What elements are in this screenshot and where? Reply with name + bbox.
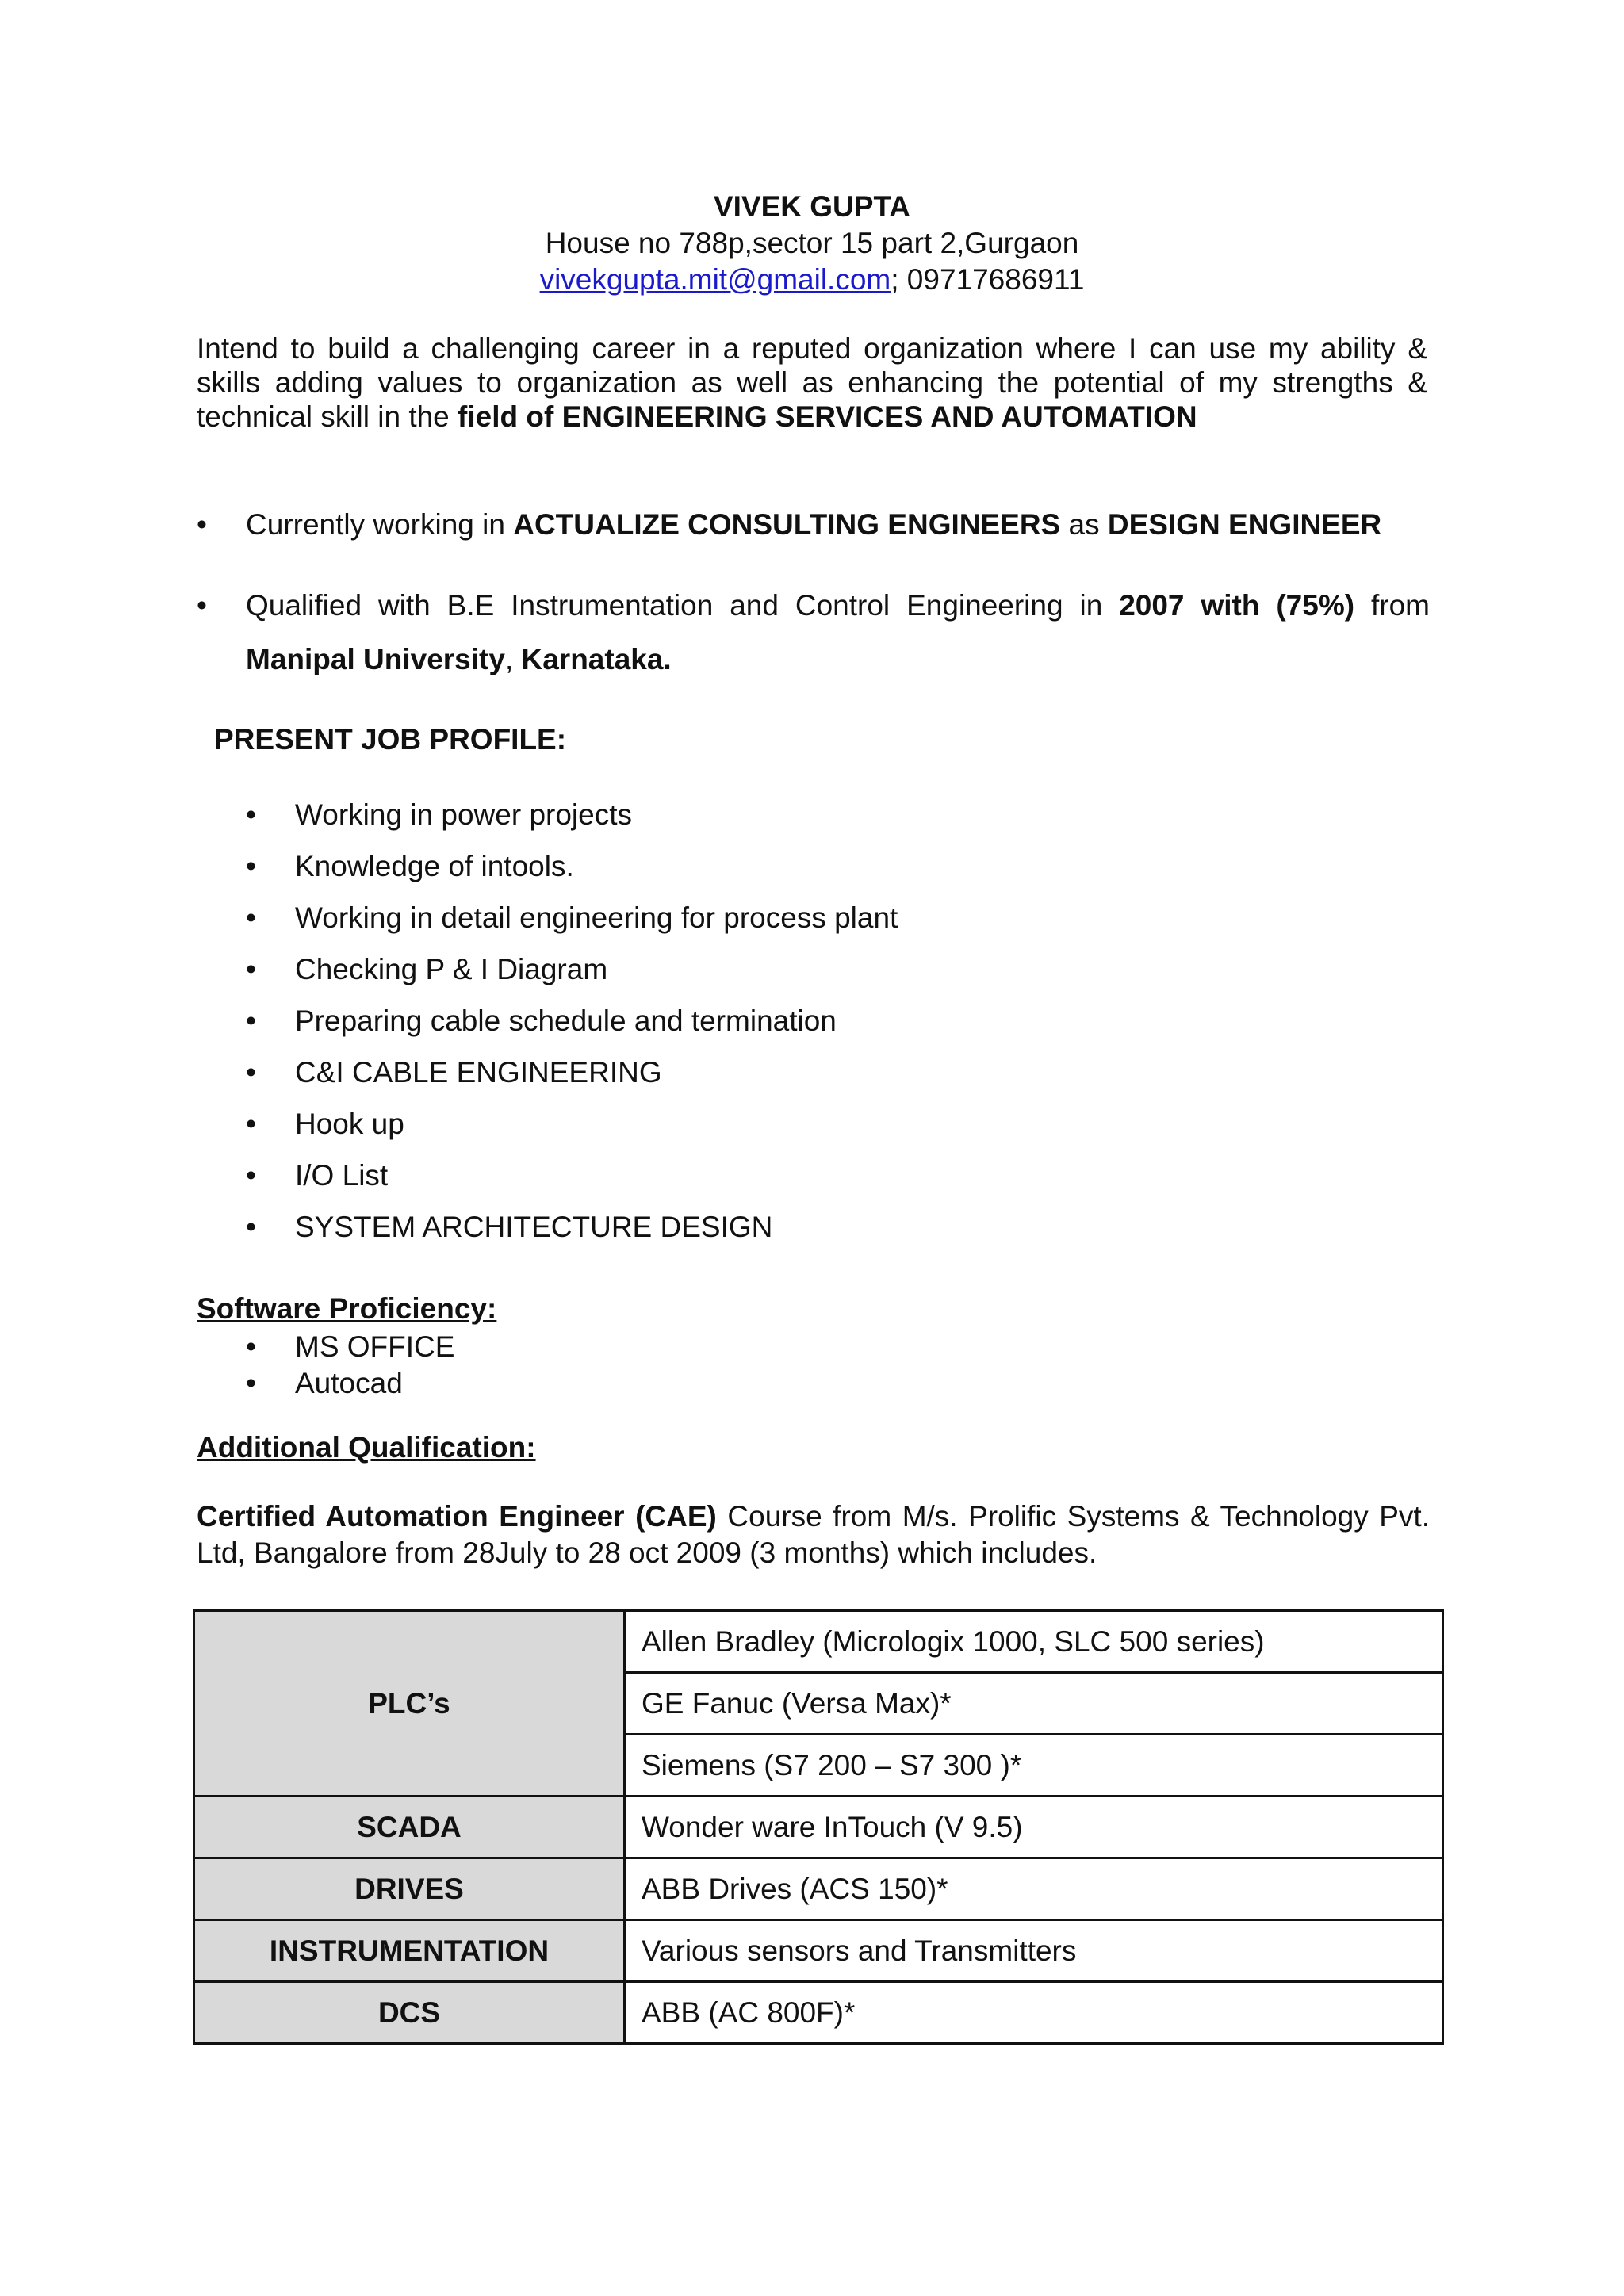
qualification-bullet: [197, 579, 1430, 687]
job-profile-title: PRESENT JOB PROFILE:: [214, 723, 567, 756]
objective: [197, 331, 1427, 434]
bullet-icon: •: [246, 953, 256, 985]
list-item: [246, 1329, 454, 1365]
bullet-icon: •: [197, 589, 207, 622]
software-title: Software Proficiency:: [197, 1292, 497, 1325]
table-row: [194, 1611, 1443, 1673]
cae-text: Course from M/s. Prolific Systems & Technology Pvt. Ltd, Bangalore from 28July to 28 oct 2009 (3 months) which includes.: [197, 1500, 1430, 1569]
qualification-line-1: [246, 579, 1430, 633]
list-item: [246, 793, 1356, 844]
item-text: Hook up: [295, 1108, 404, 1140]
bullet-icon: •: [246, 1211, 256, 1243]
item-text: MS OFFICE: [295, 1330, 455, 1363]
plc-item: GE Fanuc (Versa Max)*: [625, 1673, 1443, 1735]
item-text: Knowledge of intools.: [295, 850, 574, 882]
software-list: [246, 1329, 454, 1402]
item-text: C&I CABLE ENGINEERING: [295, 1056, 662, 1089]
bullet-icon: •: [246, 1159, 256, 1192]
current-job-bullet: [197, 498, 1430, 552]
university: Manipal University: [246, 643, 505, 675]
table-row: [194, 1982, 1443, 2044]
cae-paragraph: [197, 1498, 1430, 1571]
contact-line: [0, 262, 1624, 298]
item-text: Checking P & I Diagram: [295, 953, 608, 985]
dcs-label: DCS: [194, 1982, 625, 2044]
list-item: [246, 947, 1356, 999]
qualification-table: [193, 1609, 1444, 2045]
list-item: [246, 999, 1356, 1050]
bullet-icon: •: [246, 850, 256, 882]
item-text: I/O List: [295, 1159, 389, 1192]
list-item: [246, 1050, 1356, 1102]
list-item: [246, 1205, 1356, 1257]
drives-label: DRIVES: [194, 1858, 625, 1920]
list-item: [246, 896, 1356, 947]
table-row: [194, 1797, 1443, 1858]
job-profile-list: [246, 793, 1356, 1257]
table-row: [194, 1858, 1443, 1920]
bullet-icon: •: [246, 901, 256, 934]
item-text: Preparing cable schedule and termination: [295, 1004, 837, 1037]
instrumentation-value: Various sensors and Transmitters: [625, 1920, 1443, 1982]
plc-item: Allen Bradley (Micrologix 1000, SLC 500 series): [625, 1611, 1443, 1673]
scada-label: SCADA: [194, 1797, 625, 1858]
text: as: [1060, 508, 1108, 541]
list-item: [246, 844, 1356, 896]
table-row: [194, 1920, 1443, 1982]
instrumentation-label: INSTRUMENTATION: [194, 1920, 625, 1982]
candidate-name: VIVEK GUPTA: [713, 190, 911, 223]
drives-value: ABB Drives (ACS 150)*: [625, 1858, 1443, 1920]
cae-bold: Certified Automation Engineer (CAE): [197, 1500, 717, 1533]
bullet-icon: •: [197, 508, 207, 541]
bullet-icon: •: [246, 1004, 256, 1037]
list-item: [246, 1154, 1356, 1205]
dcs-value: ABB (AC 800F)*: [625, 1982, 1443, 2044]
text: Qualified with B.E Instrumentation and Control Engineering in: [246, 589, 1120, 622]
item-text: Autocad: [295, 1367, 403, 1399]
text: from: [1354, 589, 1430, 622]
header: [0, 189, 1624, 298]
bullet-icon: •: [246, 1108, 256, 1140]
list-item: [246, 1365, 454, 1402]
address: House no 788p,sector 15 part 2,Gurgaon: [545, 227, 1079, 259]
additional-title: Additional Qualification:: [197, 1431, 536, 1464]
item-text: SYSTEM ARCHITECTURE DESIGN: [295, 1211, 773, 1243]
objective-text: Intend to build a challenging career in a reputed organization where I can use my ability & skills adding values to organization as well as enhancing the potential of my strengths & technical skill in the: [197, 332, 1427, 433]
plc-item: Siemens (S7 200 – S7 300 )*: [625, 1735, 1443, 1797]
state: Karnataka.: [521, 643, 672, 675]
email-link[interactable]: vivekgupta.mit@gmail.com: [539, 263, 891, 296]
item-text: Working in detail engineering for process plant: [295, 901, 898, 934]
text: Currently working in: [246, 508, 514, 541]
bullet-icon: •: [246, 1367, 256, 1399]
bullet-icon: •: [246, 1056, 256, 1089]
designation: DESIGN ENGINEER: [1107, 508, 1382, 541]
scada-value: Wonder ware InTouch (V 9.5): [625, 1797, 1443, 1858]
phone: ; 09717686911: [891, 263, 1085, 296]
objective-bold: field of ENGINEERING SERVICES AND AUTOMATION: [458, 400, 1197, 433]
text: ,: [504, 643, 522, 675]
list-item: [246, 1102, 1356, 1154]
plc-label: PLC’s: [194, 1611, 625, 1797]
qualification-line-2: [246, 643, 672, 675]
bullet-icon: •: [246, 798, 256, 831]
item-text: Working in power projects: [295, 798, 632, 831]
bullet-icon: •: [246, 1330, 256, 1363]
summary-bullets: [197, 498, 1430, 714]
year-score: 2007 with (75%): [1119, 589, 1355, 622]
company: ACTUALIZE CONSULTING ENGINEERS: [513, 508, 1061, 541]
